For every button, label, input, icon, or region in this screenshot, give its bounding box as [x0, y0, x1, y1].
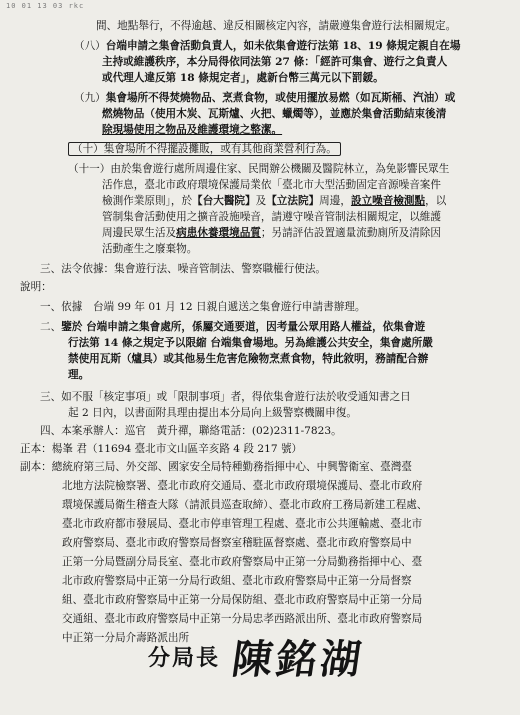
text-segment: 燃燒物品（使用木炭、瓦斯爐、火把、蠟燭等），並應於集會活動結束後清: [102, 108, 447, 120]
text-segment: 三、法令依據：集會遊行法、噪音管制法、警察職權行使法。: [40, 263, 327, 275]
text-segment: 正第一分局暨副分局長室、臺北市政府警察局中正第一分局勤務指揮中心、臺: [62, 556, 423, 568]
text-segment: 行法第 14 條之規定予以限縮 台端集會場地。另為維護公共安全，集會處所嚴: [68, 337, 433, 349]
text-segment: 組、臺北市政府警察局中正第一分局保防組、臺北市政府警察局中正第一分局: [62, 594, 423, 606]
text-segment: 鑒於 台端申請之集會處所，係屬交通要道，因考量公眾用路人權益，依集會遊: [61, 321, 426, 333]
text-line: [102, 226, 441, 240]
text-line: [102, 210, 441, 224]
signature-name: 陳銘湖: [229, 636, 368, 683]
text-line: [102, 194, 446, 208]
text-line: [62, 517, 422, 531]
text-segment: 管制集會活動使用之擴音設施噪音，請遵守噪音管制法相關規定，以維護: [102, 211, 441, 223]
text-line: [102, 107, 446, 121]
fax-header: 10 01 13 03 rkc: [6, 2, 85, 10]
text-segment: 或代理人違反第 18 條規定者」，處新台幣三萬元以下罰鍰。: [102, 72, 384, 84]
text-segment: 正本：楊峯 君（11694 臺北市文山區辛亥路 4 段 217 號）: [20, 443, 303, 455]
text-line: [62, 479, 422, 493]
text-segment: 台端申請之集會活動負責人，如未依集會遊行法第 18、19 條規定親自在場: [105, 40, 461, 52]
text-line: [40, 300, 366, 314]
text-segment: 【立法院】: [266, 195, 320, 207]
text-line: [20, 460, 412, 474]
text-segment: 交通組、臺北市政府警察局中正第一分局忠孝西路派出所、臺北市政府警察局: [62, 613, 423, 625]
text-segment: 理。: [68, 369, 90, 381]
text-line: [40, 424, 342, 438]
text-segment: 設立噪音檢測點: [350, 195, 426, 207]
text-segment: 北地方法院檢察署、臺北市政府交通局、臺北市政府環境保護局、臺北市政府: [62, 480, 423, 492]
text-line: [68, 142, 341, 156]
text-segment: 病患休養環境品質: [176, 227, 261, 239]
text-line: [62, 574, 412, 588]
text-line: [62, 593, 422, 607]
text-segment: 集會場所不得焚燒物品、烹煮食物，或使用擺放易燃（如瓦斯桶、汽油）或: [105, 92, 456, 104]
text-segment: 一、依據 台端 99 年 01 月 12 日親自遞送之集會遊行申請書辦理。: [40, 301, 366, 313]
text-line: [68, 162, 449, 176]
text-segment: 政府警察局、臺北市政府警察局督察室稽駐區督察處、臺北市政府警察局中: [62, 537, 412, 549]
text-segment: （九）: [74, 92, 106, 104]
text-segment: 周邊，: [319, 195, 351, 207]
text-line: [102, 242, 197, 256]
signature-title: 分局長: [148, 646, 221, 671]
text-segment: 四、本案承辦人：巡官 黃升禪，聯絡電話：(02)2311-7823。: [40, 425, 342, 437]
text-line: [102, 178, 441, 192]
text-line: [102, 71, 384, 85]
text-line: [74, 39, 460, 53]
text-segment: 【台大醫院】: [192, 195, 256, 207]
text-segment: （八）: [74, 40, 106, 52]
text-segment: 北市政府警察局中正第一分局行政組、臺北市政府警察局中正第一分局督察: [62, 575, 412, 587]
text-line: [20, 442, 302, 456]
text-segment: （十一）由於集會遊行處所周邊住家、民間辦公機關及醫院林立，為免影響民眾生: [68, 163, 450, 175]
text-line: [62, 555, 422, 569]
text-segment: 活動產生之廢棄物。: [102, 243, 198, 255]
text-segment: 起 2 日內，以書面附具理由提出本分局向上級警察機關申復。: [68, 407, 357, 419]
text-segment: （十）集會場所不得擺設攤販，或有其他商業營利行為。: [68, 142, 341, 156]
text-segment: 三、如不服「核定事項」或「限制事項」者，得依集會遊行法於收受通知書之日: [40, 391, 411, 403]
text-line: [40, 262, 326, 276]
text-segment: 環境保護局衛生稽查大隊（請派員巡查取締）、臺北市政府工務局新建工程處、: [62, 499, 428, 511]
text-segment: 及: [255, 195, 267, 207]
text-segment: 中正第一分局介壽路派出所: [62, 632, 190, 644]
text-segment: 間、地點舉行，不得逾越、違反相關核定內容，請嚴遵集會遊行法相關規定。: [96, 20, 457, 32]
text-segment: 臺北市政府都市發展局、臺北市停車管理工程處、臺北市公共運輸處、臺北市: [62, 518, 423, 530]
text-line: [62, 498, 427, 512]
text-segment: 活作息，臺北市政府環境保護局業依「臺北市大型活動固定音源噪音案件: [102, 179, 441, 191]
text-line: [102, 123, 282, 137]
text-segment: 副本：總統府第三局、外交部、國家安全局特種勤務指揮中心、中興警衛室、臺灣臺: [20, 461, 412, 473]
text-line: [68, 406, 357, 420]
text-line: [62, 612, 422, 626]
text-line: [62, 536, 412, 550]
text-line: [40, 390, 411, 404]
text-segment: 周邊民眾生活及: [102, 227, 177, 239]
signature-block: [148, 628, 368, 685]
text-segment: 主持或維護秩序，本分局得依同法第 27 條：「經許可集會、遊行之負責人: [102, 56, 448, 68]
text-line: [68, 352, 428, 366]
text-line: [68, 368, 89, 382]
text-segment: ，以: [425, 195, 447, 207]
text-segment: 說明：: [20, 281, 52, 293]
text-segment: 禁使用瓦斯（爐具）或其他易生危害危險物烹煮食物，特此敘明，務請配合辦: [68, 353, 429, 365]
text-line: [20, 280, 52, 294]
text-segment: ；另請評估設置適量流動廁所及清除因: [260, 227, 441, 239]
text-line: [96, 19, 456, 33]
text-line: [74, 91, 455, 105]
text-segment: 檢測作業原則」，於: [102, 195, 193, 207]
text-line: [102, 55, 447, 69]
text-line: [40, 320, 425, 334]
text-segment: 除現場使用之物品及維護環境之整潔。: [102, 124, 283, 136]
text-segment: 二、: [40, 321, 62, 333]
text-line: [68, 336, 433, 350]
